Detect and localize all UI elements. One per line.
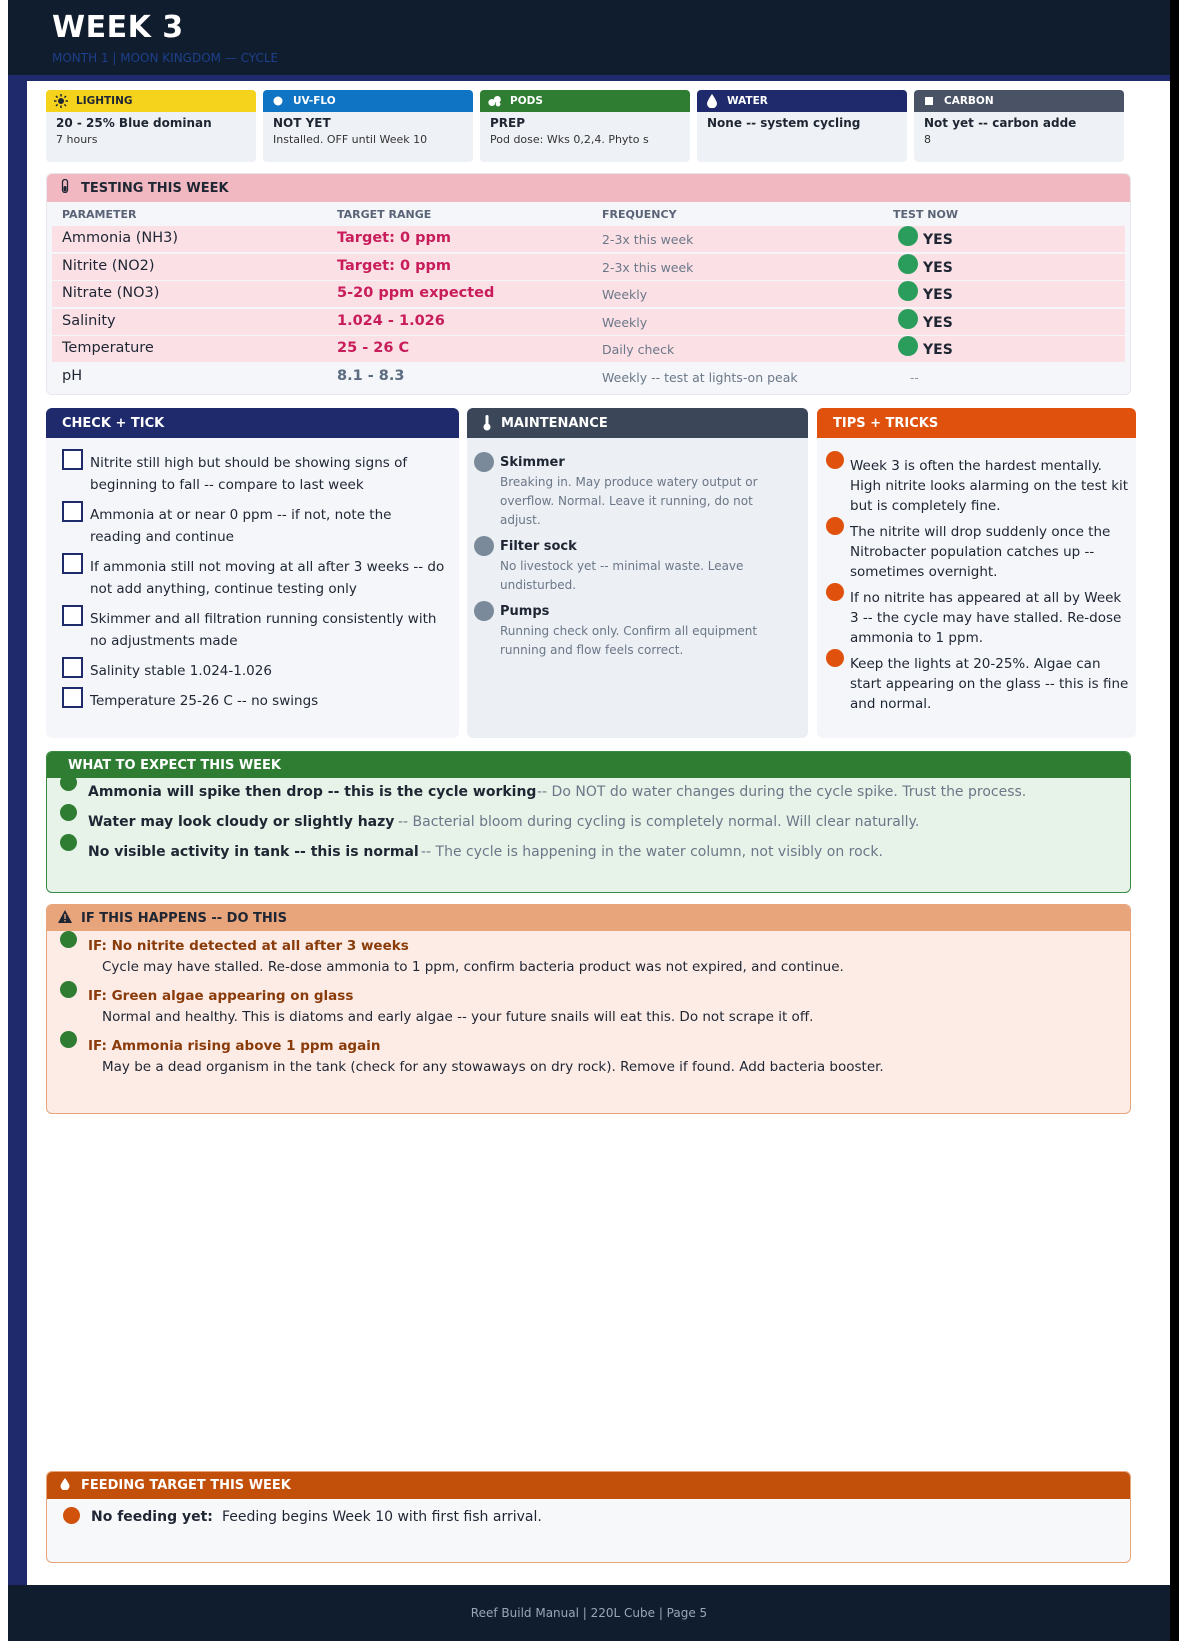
status-cards [46,90,1126,162]
page-subtitle: MONTH 1 | MOON KINGDOM — CYCLE [52,51,279,65]
maintenance-item-desc: Breaking in. May produce watery output or overflow. Normal. Leave it running, do not adjust. [500,475,758,527]
card-value: None -- system cycling [707,116,861,130]
expect-panel [46,751,1131,893]
checkbox[interactable] [62,501,83,522]
table-row [52,364,1125,390]
test-now-cell: -- [910,370,919,385]
if-item-title: IF: Green algae appearing on glass [88,988,354,1004]
checkbox[interactable] [62,553,83,574]
maintenance-panel [467,408,808,738]
pods-icon [488,94,502,108]
table-row [52,281,1125,307]
tip-text: If no nitrite has appeared at all by Week 3 -- the cycle may have stalled. Re-dose ammonia to 1 ppm. [850,590,1122,646]
testing-title: TESTING THIS WEEK [81,180,229,196]
frequency-cell: Weekly -- test at lights-on peak [602,369,798,385]
feeding-header [47,1472,1130,1499]
checklist-text: Salinity stable 1.024-1.026 [90,663,272,679]
expect-item-note: -- Bacterial bloom during cycling is completely normal. Will clear naturally. [398,814,920,830]
maintenance-item [467,455,808,530]
frequency-cell: 2-3x this week [602,232,694,247]
bullet-dot-icon [826,451,844,469]
parameter-cell: Temperature [62,340,154,356]
bullet-dot-icon [60,834,77,851]
frequency-cell: Weekly [602,287,648,302]
expect-item [47,782,1130,812]
testing-panel [46,173,1131,395]
card-detail [697,130,907,133]
checklist-item[interactable] [46,660,459,682]
checklist-text: Nitrite still high but should be showing signs of beginning to fall -- compare to last week [90,455,408,493]
maintenance-item-title: Pumps [500,604,550,619]
expect-item-note: -- Do NOT do water changes during the cycle spike. Trust the process. [537,784,1027,800]
table-row [52,254,1125,280]
card-carbon-header [914,90,1124,112]
status-dot-icon [898,309,918,329]
testing-table-header [47,202,1130,226]
column-header: PARAMETER [62,208,137,221]
tips-panel [817,408,1136,738]
maintenance-item-desc: No livestock yet -- minimal waste. Leave undisturbed. [500,559,744,592]
tip-item [817,654,1136,714]
card-label: CARBON [944,95,994,107]
test-now-value: YES [923,287,953,303]
target-cell: Target: 0 ppm [337,230,451,246]
tip-text: Week 3 is often the hardest mentally. High nitrite looks alarming on the test kit but is completely fine. [850,458,1129,514]
checkbox[interactable] [62,687,83,708]
checkbox[interactable] [62,657,83,678]
card-value: Not yet -- carbon adde [924,116,1077,130]
if-this-happens-header [47,905,1130,931]
frequency-cell: Weekly [602,314,648,330]
test-now-value: YES [923,314,953,331]
check-tick-header: CHECK + TICK [46,408,459,438]
bullet-dot-icon [474,452,494,472]
expect-item-title: Water may look cloudy or slightly hazy [88,814,395,830]
bullet-dot-icon [474,601,494,621]
parameter-cell: Ammonia (NH3) [62,230,179,246]
card-pods-header [480,90,690,112]
if-item-desc: May be a dead organism in the tank (check for any stowaways on dry rock). Remove if found. Add bacteria booster. [102,1059,884,1075]
checklist-text: Temperature 25-26 C -- no swings [90,693,319,709]
test-now-value: YES [923,342,953,358]
status-dot-icon [898,336,918,356]
if-item-desc: Normal and healthy. This is diatoms and early algae -- your future snails will eat this. Do not scrape it off. [102,1009,814,1025]
card-label: UV-FLO [293,95,336,107]
checkbox[interactable] [62,605,83,626]
feeding-title: FEEDING TARGET THIS WEEK [81,1478,291,1493]
food-drop-icon [57,1478,73,1494]
feeding-text: Feeding begins Week 10 with first fish arrival. [222,1509,542,1525]
bullet-dot-icon [60,774,77,791]
maintenance-title: MAINTENANCE [501,415,608,431]
card-label: PODS [510,95,543,107]
test-now-cell [898,258,953,278]
maintenance-item-title: Filter sock [500,539,577,554]
test-now-value: YES [923,232,953,248]
expect-item-note: -- The cycle is happening in the water column, not visibly on rock. [421,844,883,860]
parameter-cell: pH [62,367,83,384]
feeding-row [47,1499,1130,1539]
card-lighting [46,90,256,162]
card-uv-flo-header [263,90,473,112]
test-now-cell [898,285,953,305]
card-water-header [697,90,907,112]
bullet-dot-icon [826,517,844,535]
target-cell: 5-20 ppm expected [337,285,495,301]
header-divider [8,75,1170,81]
checkbox[interactable] [62,449,83,470]
frequency-cell: Daily check [602,342,675,357]
test-now-value: YES [923,259,953,276]
if-this-happens-panel [46,904,1131,1114]
bullet-dot-icon [60,1031,77,1048]
checklist-item[interactable] [46,608,459,652]
tip-item [817,522,1136,582]
bullet-dot-icon [826,649,844,667]
tips-header: TIPS + TRICKS [817,408,1136,438]
expect-item-title: No visible activity in tank -- this is normal [88,844,419,860]
carbon-square-icon [922,94,936,108]
if-item-desc: Cycle may have stalled. Re-dose ammonia to 1 ppm, confirm bacteria product was not expired, and continue. [102,959,844,975]
card-uv-flo [263,90,473,162]
expect-header: WHAT TO EXPECT THIS WEEK [47,752,1130,778]
tip-item [817,456,1136,516]
page-title: WEEK 3 [52,10,184,45]
frequency-cell: 2-3x this week [602,259,694,275]
expect-item [47,842,1130,872]
card-label: WATER [727,95,768,107]
target-cell: Target: 0 ppm [337,257,451,274]
bullet-dot-icon [60,804,77,821]
checklist-item[interactable] [46,504,459,548]
bullet-dot-icon [826,583,844,601]
status-dot-icon [898,254,918,274]
maintenance-item [467,604,808,660]
card-pods [480,90,690,162]
if-item [47,1035,1130,1085]
checklist-item[interactable] [46,556,459,600]
expect-item-title: Ammonia will spike then drop -- this is the cycle working [88,784,537,800]
check-tick-panel [46,408,459,738]
tip-text: Keep the lights at 20-25%. Algae can start appearing on the glass -- this is fine and normal. [850,656,1129,712]
test-now-cell [898,340,953,360]
status-dot-icon [898,281,918,301]
if-item [47,985,1130,1035]
card-detail: 8 [924,133,931,146]
if-this-happens-title: IF THIS HAPPENS -- DO THIS [81,910,287,926]
card-value: 20 - 25% Blue dominan [56,116,212,130]
checklist-item[interactable] [46,452,459,496]
target-cell: 8.1 - 8.3 [337,367,405,384]
test-now-cell [898,313,953,333]
feeding-panel [46,1471,1131,1563]
bullet-dot-icon [60,981,77,998]
page-footer: Reef Build Manual | 220L Cube | Page 5 [8,1585,1170,1641]
test-now-cell [898,230,953,250]
maintenance-header [467,408,808,438]
column-header: TARGET RANGE [337,208,432,221]
tip-text: The nitrite will drop suddenly once the Nitrobacter population catches up -- sometimes overnight. [850,524,1111,580]
checklist-item[interactable] [46,690,459,712]
if-item-title: IF: No nitrite detected at all after 3 weeks [88,938,409,954]
checklist-text: Skimmer and all filtration running consistently with no adjustments made [90,611,437,649]
if-item [47,935,1130,985]
thermometer-icon [483,415,491,431]
table-row [52,336,1125,362]
testing-header [47,174,1130,202]
checklist-text: Ammonia at or near 0 ppm -- if not, note the reading and continue [90,507,392,545]
target-cell: 1.024 - 1.026 [337,312,445,329]
parameter-cell: Nitrite (NO2) [62,257,155,274]
bullet-dot-icon [63,1507,80,1524]
maintenance-item-title: Skimmer [500,455,565,470]
target-cell: 25 - 26 C [337,340,410,356]
if-item-title: IF: Ammonia rising above 1 ppm again [88,1038,381,1054]
table-row [52,309,1125,335]
test-tube-icon [57,179,73,197]
warning-icon [57,910,73,927]
table-row [52,226,1125,252]
card-detail: Installed. OFF until Week 10 [273,133,428,146]
bullet-dot-icon [60,931,77,948]
card-water [697,90,907,162]
left-accent-stripe [8,75,27,1585]
uv-dot-icon [271,94,285,108]
card-label: LIGHTING [76,95,133,107]
parameter-cell: Salinity [62,312,116,329]
status-dot-icon [898,226,918,246]
parameter-cell: Nitrate (NO3) [62,285,160,301]
maintenance-item [467,539,808,595]
page-header [8,0,1170,81]
column-header: FREQUENCY [602,208,677,221]
card-detail: Pod dose: Wks 0,2,4. Phyto s [490,133,649,146]
card-value: NOT YET [273,116,331,130]
card-value: PREP [490,116,526,130]
sun-icon [54,94,68,108]
checklist-text: If ammonia still not moving at all after 3 weeks -- do not add anything, continue testing only [90,559,445,597]
water-drop-icon [705,94,719,108]
card-detail: 7 hours [56,133,98,146]
feeding-label: No feeding yet: [91,1509,213,1525]
bullet-dot-icon [474,536,494,556]
card-carbon [914,90,1124,162]
card-lighting-header [46,90,256,112]
maintenance-item-desc: Running check only. Confirm all equipment running and flow feels correct. [500,624,758,657]
expect-item [47,812,1130,842]
column-header: TEST NOW [893,208,958,221]
tip-item [817,588,1136,648]
